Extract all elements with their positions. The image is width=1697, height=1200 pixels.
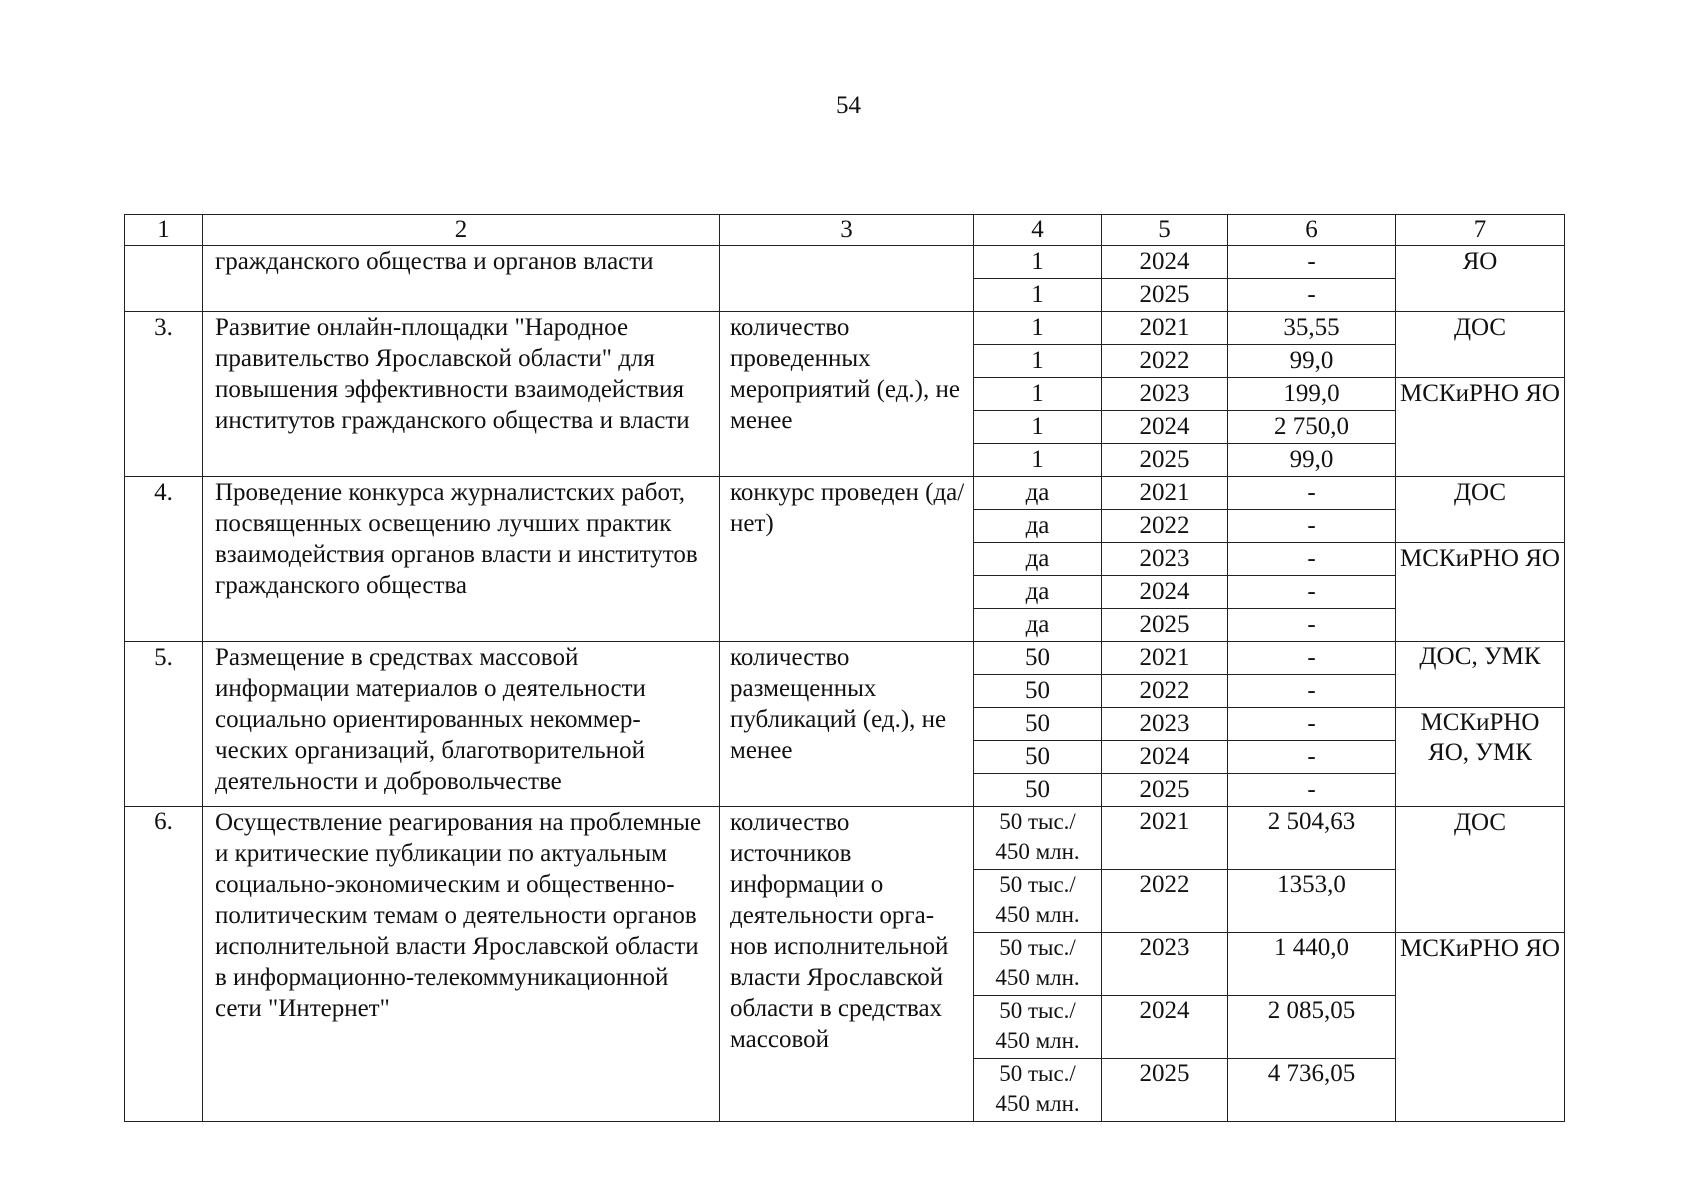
row-number-cell: 5. <box>125 642 203 807</box>
value-cell <box>974 807 1102 870</box>
amount-cell: - <box>1228 609 1396 642</box>
amount-cell: - <box>1228 279 1396 312</box>
value-cell: 50 <box>974 675 1102 708</box>
measure-name-cell: Размещение в средствах массовой информации материалов о деятельности социально ориентированных некоммер-ческих организаций, благотворительной деятельности и добровольчестве <box>203 642 720 807</box>
year-cell: 2024 <box>1102 996 1228 1059</box>
amount-cell: 1353,0 <box>1228 870 1396 933</box>
header-cell-5: 5 <box>1102 215 1228 246</box>
measure-name-cell: Проведение конкурса журналистских работ, посвященных освещению лучших практик взаимодействия органов власти и институтов гражданского общества <box>203 477 720 642</box>
row-number-cell: 4. <box>125 477 203 642</box>
year-cell: 2025 <box>1102 444 1228 477</box>
value-cell: 1 <box>974 345 1102 378</box>
criterion-cell: конкурс проведен (да/нет) <box>720 477 974 642</box>
amount-cell: 99,0 <box>1228 444 1396 477</box>
value-cell: да <box>974 477 1102 510</box>
header-cell-4: 4 <box>974 215 1102 246</box>
year-cell: 2022 <box>1102 675 1228 708</box>
responsible-cell: МСКиРНО ЯО <box>1396 543 1565 642</box>
value-cell: 50 <box>974 708 1102 741</box>
year-cell: 2025 <box>1102 1059 1228 1122</box>
responsible-cell: МСКиРНО ЯО, УМК <box>1396 708 1565 807</box>
value-line: 450 млн. <box>995 839 1080 864</box>
value-line: 50 тыс./ <box>999 1061 1076 1086</box>
page-number: 54 <box>836 92 861 119</box>
responsible-cell: ЯО <box>1396 246 1565 312</box>
criterion-cell <box>720 246 974 312</box>
year-cell: 2023 <box>1102 933 1228 996</box>
amount-cell: 199,0 <box>1228 378 1396 411</box>
year-cell: 2021 <box>1102 642 1228 675</box>
year-cell: 2025 <box>1102 609 1228 642</box>
value-cell: 1 <box>974 246 1102 279</box>
responsible-cell: МСКиРНО ЯО <box>1396 378 1565 477</box>
year-cell: 2024 <box>1102 741 1228 774</box>
amount-cell: - <box>1228 543 1396 576</box>
value-cell: да <box>974 609 1102 642</box>
year-cell: 2021 <box>1102 807 1228 870</box>
value-cell: да <box>974 510 1102 543</box>
amount-cell: 4 736,05 <box>1228 1059 1396 1122</box>
value-cell <box>974 870 1102 933</box>
amount-cell: 99,0 <box>1228 345 1396 378</box>
value-line: 50 тыс./ <box>999 935 1076 960</box>
table-row <box>125 246 1565 279</box>
value-line: 50 тыс./ <box>999 998 1076 1023</box>
year-cell: 2024 <box>1102 576 1228 609</box>
amount-cell: - <box>1228 576 1396 609</box>
value-cell: 50 <box>974 741 1102 774</box>
amount-cell: - <box>1228 774 1396 807</box>
year-cell: 2022 <box>1102 870 1228 933</box>
value-line: 450 млн. <box>995 1091 1080 1116</box>
value-cell: 1 <box>974 312 1102 345</box>
header-cell-3: 3 <box>720 215 974 246</box>
header-cell-1: 1 <box>125 215 203 246</box>
year-cell: 2025 <box>1102 774 1228 807</box>
measure-name-cell: Осуществление реагирования на проблемные и критические публикации по актуальным социально-экономическим и общественно-политическим темам о деятельности органов исполнительной власти Ярославской области в информационно-телекоммуникационной сети "Интернет" <box>203 807 720 1122</box>
row-number-cell: 3. <box>125 312 203 477</box>
amount-cell: 2 504,63 <box>1228 807 1396 870</box>
measure-name-cell: гражданского общества и органов власти <box>203 246 720 312</box>
measure-name-cell: Развитие онлайн-площадки "Народное правительство Ярославской области" для повышения эффективности взаимодействия институтов гражданского общества и власти <box>203 312 720 477</box>
value-line: 450 млн. <box>995 1028 1080 1053</box>
responsible-cell: МСКиРНО ЯО <box>1396 933 1565 1122</box>
responsible-cell: ДОС <box>1396 807 1565 933</box>
year-cell: 2022 <box>1102 510 1228 543</box>
amount-cell: - <box>1228 510 1396 543</box>
year-cell: 2023 <box>1102 543 1228 576</box>
amount-cell: - <box>1228 477 1396 510</box>
value-cell: 1 <box>974 279 1102 312</box>
amount-cell: 35,55 <box>1228 312 1396 345</box>
responsible-cell: ДОС, УМК <box>1396 642 1565 708</box>
header-cell-2: 2 <box>203 215 720 246</box>
amount-cell: 2 085,05 <box>1228 996 1396 1059</box>
table-row <box>125 312 1565 345</box>
amount-cell: - <box>1228 741 1396 774</box>
table-row <box>125 477 1565 510</box>
value-line: 50 тыс./ <box>999 872 1076 897</box>
value-cell <box>974 933 1102 996</box>
value-cell: 50 <box>974 774 1102 807</box>
table-row <box>125 807 1565 870</box>
amount-cell: - <box>1228 708 1396 741</box>
table-header-row <box>125 215 1565 246</box>
criterion-cell: количество проведенных мероприятий (ед.), не менее <box>720 312 974 477</box>
table-row <box>125 642 1565 675</box>
criterion-cell: количество источников информации о деятельности орга-нов исполнительной власти Ярославской области в средствах массовой <box>720 807 974 1122</box>
value-cell: 1 <box>974 444 1102 477</box>
value-cell: да <box>974 576 1102 609</box>
responsible-cell: ДОС <box>1396 312 1565 378</box>
amount-cell: 1 440,0 <box>1228 933 1396 996</box>
year-cell: 2024 <box>1102 246 1228 279</box>
amount-cell: 2 750,0 <box>1228 411 1396 444</box>
year-cell: 2022 <box>1102 345 1228 378</box>
value-line: 450 млн. <box>995 902 1080 927</box>
value-cell <box>974 996 1102 1059</box>
value-cell: 1 <box>974 378 1102 411</box>
value-cell: да <box>974 543 1102 576</box>
row-number-cell <box>125 246 203 312</box>
amount-cell: - <box>1228 246 1396 279</box>
value-line: 50 тыс./ <box>999 809 1076 834</box>
measures-table-container <box>124 214 1564 1122</box>
value-cell: 50 <box>974 642 1102 675</box>
amount-cell: - <box>1228 642 1396 675</box>
criterion-cell: количество размещенных публикаций (ед.), не менее <box>720 642 974 807</box>
value-line: 450 млн. <box>995 965 1080 990</box>
year-cell: 2023 <box>1102 378 1228 411</box>
year-cell: 2021 <box>1102 312 1228 345</box>
amount-cell: - <box>1228 675 1396 708</box>
responsible-cell: ДОС <box>1396 477 1565 543</box>
row-number-cell: 6. <box>125 807 203 1122</box>
year-cell: 2021 <box>1102 477 1228 510</box>
measures-table <box>124 214 1565 1122</box>
year-cell: 2025 <box>1102 279 1228 312</box>
header-cell-6: 6 <box>1228 215 1396 246</box>
year-cell: 2023 <box>1102 708 1228 741</box>
value-cell <box>974 1059 1102 1122</box>
header-cell-7: 7 <box>1396 215 1565 246</box>
value-cell: 1 <box>974 411 1102 444</box>
year-cell: 2024 <box>1102 411 1228 444</box>
